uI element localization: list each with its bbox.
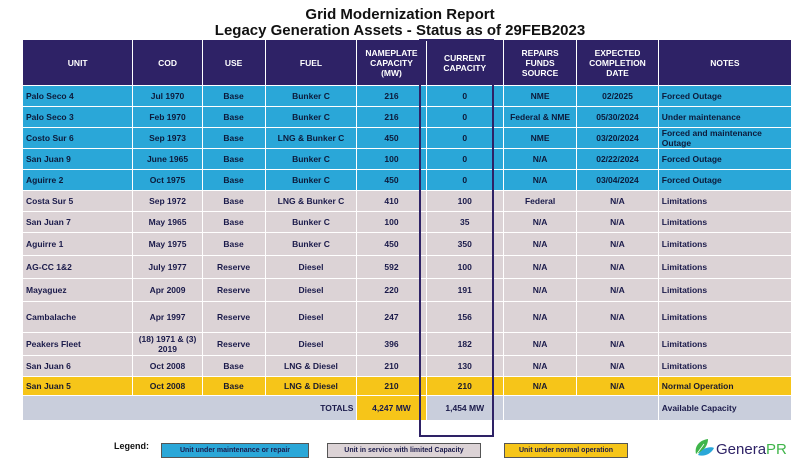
table-cell: Forced Outage xyxy=(659,86,791,106)
table-row xyxy=(23,128,791,148)
table-cell: Palo Seco 3 xyxy=(23,107,132,127)
table-cell: San Juan 6 xyxy=(23,356,132,376)
table-cell: Diesel xyxy=(266,279,357,301)
table-cell: N/A xyxy=(504,279,576,301)
table-cell: Reserve xyxy=(203,279,265,301)
table-cell: N/A xyxy=(504,356,576,376)
table-cell: 0 xyxy=(427,107,503,127)
table-cell: Bunker C xyxy=(266,233,357,255)
table-cell: LNG & Diesel xyxy=(266,356,357,376)
column-header: CURRENT CAPACITY xyxy=(427,40,503,85)
table-cell: 191 xyxy=(427,279,503,301)
table-cell: 130 xyxy=(427,356,503,376)
table-cell: 0 xyxy=(427,149,503,169)
column-header: USE xyxy=(203,40,265,85)
table-cell: 350 xyxy=(427,233,503,255)
table-cell: N/A xyxy=(577,191,658,211)
table-cell: Diesel xyxy=(266,256,357,278)
table-cell: N/A xyxy=(504,233,576,255)
table-cell: Forced and maintenance Outage xyxy=(659,128,791,148)
table-cell: LNG & Bunker C xyxy=(266,128,357,148)
table-cell: LNG & Bunker C xyxy=(266,191,357,211)
table-cell: Forced Outage xyxy=(659,170,791,190)
table-cell: N/A xyxy=(504,333,576,355)
table-cell: N/A xyxy=(577,233,658,255)
table-cell: 02/2025 xyxy=(577,86,658,106)
table-cell: 100 xyxy=(357,149,425,169)
table-row xyxy=(23,356,791,376)
table-cell: N/A xyxy=(504,302,576,332)
table-cell: 03/04/2024 xyxy=(577,170,658,190)
table-cell: 210 xyxy=(427,377,503,395)
table-cell: N/A xyxy=(504,170,576,190)
table-cell: LNG & Diesel xyxy=(266,377,357,395)
header-row xyxy=(23,40,791,85)
report-title: Grid Modernization Report xyxy=(305,6,495,23)
table-cell: 247 xyxy=(357,302,425,332)
table-cell: Base xyxy=(203,149,265,169)
table-cell: Limitations xyxy=(659,191,791,211)
table-cell: Limitations xyxy=(659,356,791,376)
table-row xyxy=(23,302,791,332)
table-cell: N/A xyxy=(577,377,658,395)
table-cell: Limitations xyxy=(659,279,791,301)
logo-text-main: Genera xyxy=(716,441,767,458)
table-cell: 450 xyxy=(357,128,425,148)
table-cell: Base xyxy=(203,107,265,127)
report-subtitle: Legacy Generation Assets - Status as of 29FEB2023 xyxy=(214,22,586,39)
table-cell: N/A xyxy=(577,333,658,355)
assets-table xyxy=(22,39,792,421)
table-cell: 05/30/2024 xyxy=(577,107,658,127)
table-row xyxy=(23,191,791,211)
table-cell: NME xyxy=(504,86,576,106)
table-cell: 0 xyxy=(427,86,503,106)
table-cell: May 1975 xyxy=(133,233,201,255)
table-cell: May 1965 xyxy=(133,212,201,232)
table-cell: Limitations xyxy=(659,302,791,332)
table-cell: San Juan 9 xyxy=(23,149,132,169)
totals-cell: TOTALS xyxy=(23,396,356,420)
table-cell: Palo Seco 4 xyxy=(23,86,132,106)
table-cell: Diesel xyxy=(266,333,357,355)
table-cell: Aguirre 1 xyxy=(23,233,132,255)
table-cell: Limitations xyxy=(659,333,791,355)
table-cell: N/A xyxy=(577,302,658,332)
table-row xyxy=(23,170,791,190)
table-cell: San Juan 5 xyxy=(23,377,132,395)
table-cell: Costa Sur 5 xyxy=(23,191,132,211)
table-cell: Sep 1972 xyxy=(133,191,201,211)
table-cell: 396 xyxy=(357,333,425,355)
table-cell: Forced Outage xyxy=(659,149,791,169)
table-cell: Limitations xyxy=(659,212,791,232)
table-cell: July 1977 xyxy=(133,256,201,278)
table-cell: 02/22/2024 xyxy=(577,149,658,169)
table-cell: 450 xyxy=(357,170,425,190)
table-cell: Reserve xyxy=(203,256,265,278)
table-cell: Limitations xyxy=(659,256,791,278)
table-cell: Jul 1970 xyxy=(133,86,201,106)
table-cell: 03/20/2024 xyxy=(577,128,658,148)
table-row xyxy=(23,212,791,232)
column-header: NOTES xyxy=(659,40,791,85)
table-cell: N/A xyxy=(577,279,658,301)
table-row xyxy=(23,377,791,395)
table-cell: Base xyxy=(203,377,265,395)
table-cell: N/A xyxy=(577,356,658,376)
table-cell: Reserve xyxy=(203,302,265,332)
table-cell: 216 xyxy=(357,107,425,127)
table-cell: N/A xyxy=(504,212,576,232)
table-cell: NME xyxy=(504,128,576,148)
table-row xyxy=(23,333,791,355)
table-cell: Aguirre 2 xyxy=(23,170,132,190)
table-cell: 182 xyxy=(427,333,503,355)
table-row xyxy=(23,233,791,255)
table-cell: 0 xyxy=(427,128,503,148)
genera-logo-text xyxy=(716,441,787,458)
table-cell: Reserve xyxy=(203,333,265,355)
table-cell: Normal Operation xyxy=(659,377,791,395)
table-cell: June 1965 xyxy=(133,149,201,169)
table-cell: 210 xyxy=(357,377,425,395)
legend-label: Legend: xyxy=(114,441,149,451)
totals-cell: 4,247 MW xyxy=(357,396,425,420)
table-cell: Federal xyxy=(504,191,576,211)
table-cell: Base xyxy=(203,170,265,190)
table-cell: Base xyxy=(203,191,265,211)
table-cell: 216 xyxy=(357,86,425,106)
totals-row xyxy=(23,396,791,420)
table-cell: Bunker C xyxy=(266,107,357,127)
table-cell: N/A xyxy=(504,149,576,169)
table-cell: 0 xyxy=(427,170,503,190)
column-header: FUEL xyxy=(266,40,357,85)
table-cell: Base xyxy=(203,233,265,255)
table-cell: 100 xyxy=(427,256,503,278)
table-cell: San Juan 7 xyxy=(23,212,132,232)
table-cell: 210 xyxy=(357,356,425,376)
table-cell: Federal & NME xyxy=(504,107,576,127)
table-row xyxy=(23,256,791,278)
table-cell: Costo Sur 6 xyxy=(23,128,132,148)
table-cell: 100 xyxy=(357,212,425,232)
table-cell: Oct 2008 xyxy=(133,377,201,395)
table-cell: 156 xyxy=(427,302,503,332)
table-cell: N/A xyxy=(577,256,658,278)
legend-normal: Unit under normal operation xyxy=(504,443,628,458)
table-row xyxy=(23,107,791,127)
table-cell: AG-CC 1&2 xyxy=(23,256,132,278)
table-cell: Peakers Fleet xyxy=(23,333,132,355)
table-cell: N/A xyxy=(504,256,576,278)
column-header: EXPECTED COMPLETION DATE xyxy=(577,40,658,85)
table-row xyxy=(23,149,791,169)
table-cell: Bunker C xyxy=(266,212,357,232)
table-cell: (18) 1971 & (3) 2019 xyxy=(133,333,201,355)
totals-cell: 1,454 MW xyxy=(427,396,503,420)
table-cell: Mayaguez xyxy=(23,279,132,301)
table-cell: Base xyxy=(203,128,265,148)
column-header: COD xyxy=(133,40,201,85)
table-cell: Sep 1973 xyxy=(133,128,201,148)
legend-maintenance: Unit under maintenance or repair xyxy=(161,443,309,458)
table-cell: Apr 1997 xyxy=(133,302,201,332)
legend-limited: Unit in service with limited Capacity xyxy=(327,443,481,458)
table-cell: Apr 2009 xyxy=(133,279,201,301)
table-row xyxy=(23,279,791,301)
table-cell: Bunker C xyxy=(266,170,357,190)
table-row xyxy=(23,86,791,106)
table-cell: Cambalache xyxy=(23,302,132,332)
table-cell: 410 xyxy=(357,191,425,211)
table-cell: 100 xyxy=(427,191,503,211)
logo-text-accent: PR xyxy=(766,441,787,458)
totals-cell: Available Capacity xyxy=(659,396,791,420)
table-cell: Diesel xyxy=(266,302,357,332)
table-cell: Oct 2008 xyxy=(133,356,201,376)
table-cell: 450 xyxy=(357,233,425,255)
table-cell: Feb 1970 xyxy=(133,107,201,127)
table-cell: 220 xyxy=(357,279,425,301)
table-cell: N/A xyxy=(577,212,658,232)
table-cell: 592 xyxy=(357,256,425,278)
table-cell: Base xyxy=(203,86,265,106)
table-cell: Bunker C xyxy=(266,149,357,169)
table-cell: 35 xyxy=(427,212,503,232)
table-cell: Under maintenance xyxy=(659,107,791,127)
column-header: REPAIRS FUNDS SOURCE xyxy=(504,40,576,85)
table-cell: N/A xyxy=(504,377,576,395)
column-header: NAMEPLATE CAPACITY (MW) xyxy=(357,40,425,85)
table-cell: Bunker C xyxy=(266,86,357,106)
column-header: UNIT xyxy=(23,40,132,85)
table-cell: Oct 1975 xyxy=(133,170,201,190)
totals-cell xyxy=(504,396,658,420)
table-cell: Base xyxy=(203,212,265,232)
table-cell: Base xyxy=(203,356,265,376)
table-cell: Limitations xyxy=(659,233,791,255)
